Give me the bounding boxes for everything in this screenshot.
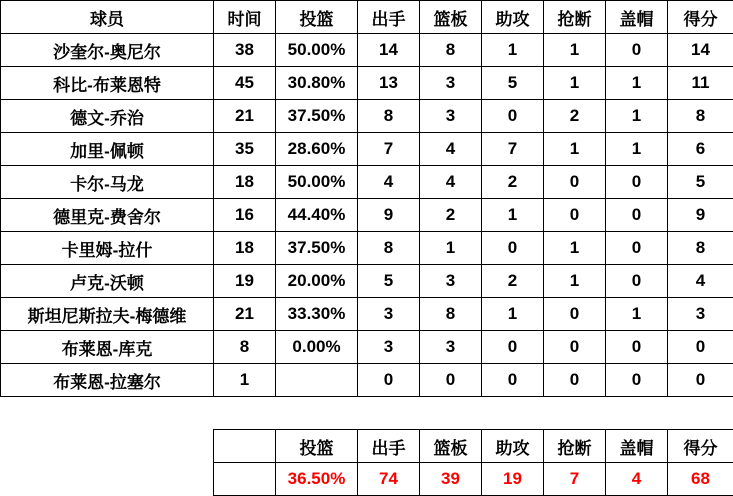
- cell-steals: 1: [544, 265, 606, 298]
- cell-minutes: 38: [214, 34, 276, 67]
- table-row: [1, 100, 733, 133]
- cell-blocks: 0: [606, 199, 668, 232]
- cell-fgpct: 28.60%: [276, 133, 358, 166]
- cell-assists: 0: [482, 100, 544, 133]
- cell-fga: 5: [358, 265, 420, 298]
- table-row: [1, 133, 733, 166]
- cell-player-name: 卢克-沃顿: [1, 265, 214, 298]
- cell-rebounds: 1: [420, 232, 482, 265]
- cell-rebounds: 3: [420, 265, 482, 298]
- cell-blocks: 0: [606, 34, 668, 67]
- cell-blocks: 1: [606, 133, 668, 166]
- cell-minutes: 45: [214, 67, 276, 100]
- cell-steals: 0: [544, 199, 606, 232]
- table-row: [1, 331, 733, 364]
- cell-steals: 1: [544, 133, 606, 166]
- totals-header-steals: 抢断: [544, 430, 606, 463]
- cell-blocks: 0: [606, 166, 668, 199]
- cell-assists: 0: [482, 232, 544, 265]
- cell-minutes: 21: [214, 100, 276, 133]
- cell-steals: 1: [544, 232, 606, 265]
- cell-blocks: 0: [606, 331, 668, 364]
- totals-header-fga: 出手: [358, 430, 420, 463]
- column-header-steals: 抢断: [544, 1, 606, 34]
- totals-value-assists: 19: [482, 463, 544, 496]
- cell-blocks: 1: [606, 100, 668, 133]
- table-header-row: [1, 1, 733, 34]
- column-header-player: 球员: [1, 1, 214, 34]
- cell-player-name: 斯坦尼斯拉夫-梅德维: [1, 298, 214, 331]
- cell-rebounds: 8: [420, 298, 482, 331]
- cell-points: 11: [668, 67, 733, 100]
- totals-value-empty-name: [1, 463, 214, 496]
- table-row: [1, 298, 733, 331]
- column-header-blocks: 盖帽: [606, 1, 668, 34]
- cell-minutes: 18: [214, 232, 276, 265]
- cell-player-name: 加里-佩顿: [1, 133, 214, 166]
- cell-assists: 2: [482, 166, 544, 199]
- totals-value-rebounds: 39: [420, 463, 482, 496]
- cell-blocks: 0: [606, 232, 668, 265]
- totals-empty-minutes: [214, 430, 276, 463]
- table-row: [1, 265, 733, 298]
- cell-steals: 2: [544, 100, 606, 133]
- cell-fgpct: 50.00%: [276, 34, 358, 67]
- cell-steals: 1: [544, 34, 606, 67]
- totals-value-steals: 7: [544, 463, 606, 496]
- cell-rebounds: 2: [420, 199, 482, 232]
- column-header-minutes: 时间: [214, 1, 276, 34]
- cell-rebounds: 4: [420, 166, 482, 199]
- cell-assists: 2: [482, 265, 544, 298]
- cell-fga: 13: [358, 67, 420, 100]
- cell-fga: 3: [358, 298, 420, 331]
- cell-player-name: 卡里姆-拉什: [1, 232, 214, 265]
- cell-assists: 1: [482, 199, 544, 232]
- totals-value-row: [1, 463, 733, 496]
- column-header-points: 得分: [668, 1, 733, 34]
- cell-rebounds: 4: [420, 133, 482, 166]
- cell-minutes: 19: [214, 265, 276, 298]
- cell-points: 14: [668, 34, 733, 67]
- cell-fgpct: 50.00%: [276, 166, 358, 199]
- totals-header-assists: 助攻: [482, 430, 544, 463]
- cell-fga: 4: [358, 166, 420, 199]
- totals-value-empty-minutes: [214, 463, 276, 496]
- cell-minutes: 21: [214, 298, 276, 331]
- column-header-fgpct: 投篮: [276, 1, 358, 34]
- cell-assists: 7: [482, 133, 544, 166]
- cell-blocks: 0: [606, 364, 668, 397]
- cell-points: 3: [668, 298, 733, 331]
- cell-rebounds: 0: [420, 364, 482, 397]
- cell-assists: 5: [482, 67, 544, 100]
- cell-steals: 1: [544, 67, 606, 100]
- cell-player-name: 布莱恩-拉塞尔: [1, 364, 214, 397]
- table-row: [1, 34, 733, 67]
- cell-fga: 3: [358, 331, 420, 364]
- spacer-cell: [214, 397, 276, 430]
- spacer-cell: [358, 397, 420, 430]
- cell-fgpct: 37.50%: [276, 232, 358, 265]
- cell-fgpct: 44.40%: [276, 199, 358, 232]
- spacer-cell: [606, 397, 668, 430]
- cell-rebounds: 3: [420, 331, 482, 364]
- totals-value-points: 68: [668, 463, 733, 496]
- cell-player-name: 卡尔-马龙: [1, 166, 214, 199]
- cell-rebounds: 3: [420, 67, 482, 100]
- cell-minutes: 8: [214, 331, 276, 364]
- cell-fga: 9: [358, 199, 420, 232]
- cell-assists: 1: [482, 34, 544, 67]
- cell-player-name: 布莱恩-库克: [1, 331, 214, 364]
- spacer-cell: [544, 397, 606, 430]
- cell-minutes: 35: [214, 133, 276, 166]
- cell-fga: 7: [358, 133, 420, 166]
- cell-steals: 0: [544, 298, 606, 331]
- cell-player-name: 德文-乔治: [1, 100, 214, 133]
- column-header-assists: 助攻: [482, 1, 544, 34]
- cell-minutes: 1: [214, 364, 276, 397]
- cell-assists: 0: [482, 331, 544, 364]
- cell-points: 0: [668, 331, 733, 364]
- totals-header-blocks: 盖帽: [606, 430, 668, 463]
- cell-steals: 0: [544, 331, 606, 364]
- cell-rebounds: 3: [420, 100, 482, 133]
- totals-value-fga: 74: [358, 463, 420, 496]
- spacer-cell: [668, 397, 733, 430]
- cell-fga: 14: [358, 34, 420, 67]
- totals-header-rebounds: 篮板: [420, 430, 482, 463]
- cell-steals: 0: [544, 364, 606, 397]
- column-header-rebounds: 篮板: [420, 1, 482, 34]
- cell-points: 4: [668, 265, 733, 298]
- cell-points: 9: [668, 199, 733, 232]
- table-row: [1, 166, 733, 199]
- cell-fgpct: 33.30%: [276, 298, 358, 331]
- cell-player-name: 科比-布莱恩特: [1, 67, 214, 100]
- table-row: [1, 364, 733, 397]
- cell-fga: 8: [358, 232, 420, 265]
- cell-assists: 1: [482, 298, 544, 331]
- cell-fgpct: 0.00%: [276, 331, 358, 364]
- cell-blocks: 0: [606, 265, 668, 298]
- spacer-cell: [482, 397, 544, 430]
- totals-empty-name: [1, 430, 214, 463]
- cell-points: 8: [668, 100, 733, 133]
- cell-points: 5: [668, 166, 733, 199]
- cell-player-name: 沙奎尔-奥尼尔: [1, 34, 214, 67]
- cell-steals: 0: [544, 166, 606, 199]
- cell-assists: 0: [482, 364, 544, 397]
- totals-header-points: 得分: [668, 430, 733, 463]
- cell-fgpct: 20.00%: [276, 265, 358, 298]
- cell-fgpct: 30.80%: [276, 67, 358, 100]
- cell-blocks: 1: [606, 67, 668, 100]
- table-row: [1, 199, 733, 232]
- cell-rebounds: 8: [420, 34, 482, 67]
- totals-value-fgpct: 36.50%: [276, 463, 358, 496]
- cell-points: 0: [668, 364, 733, 397]
- cell-fga: 8: [358, 100, 420, 133]
- cell-minutes: 18: [214, 166, 276, 199]
- spacer-cell: [420, 397, 482, 430]
- cell-blocks: 1: [606, 298, 668, 331]
- spacer-cell: [1, 397, 214, 430]
- cell-minutes: 16: [214, 199, 276, 232]
- cell-fgpct: [276, 364, 358, 397]
- spacer-row: [1, 397, 733, 430]
- table-row: [1, 67, 733, 100]
- cell-points: 8: [668, 232, 733, 265]
- spacer-cell: [276, 397, 358, 430]
- column-header-fga: 出手: [358, 1, 420, 34]
- cell-player-name: 德里克-费舍尔: [1, 199, 214, 232]
- totals-value-blocks: 4: [606, 463, 668, 496]
- cell-fga: 0: [358, 364, 420, 397]
- cell-points: 6: [668, 133, 733, 166]
- cell-fgpct: 37.50%: [276, 100, 358, 133]
- totals-header-row: [1, 430, 733, 463]
- totals-header-fgpct: 投篮: [276, 430, 358, 463]
- table-row: [1, 232, 733, 265]
